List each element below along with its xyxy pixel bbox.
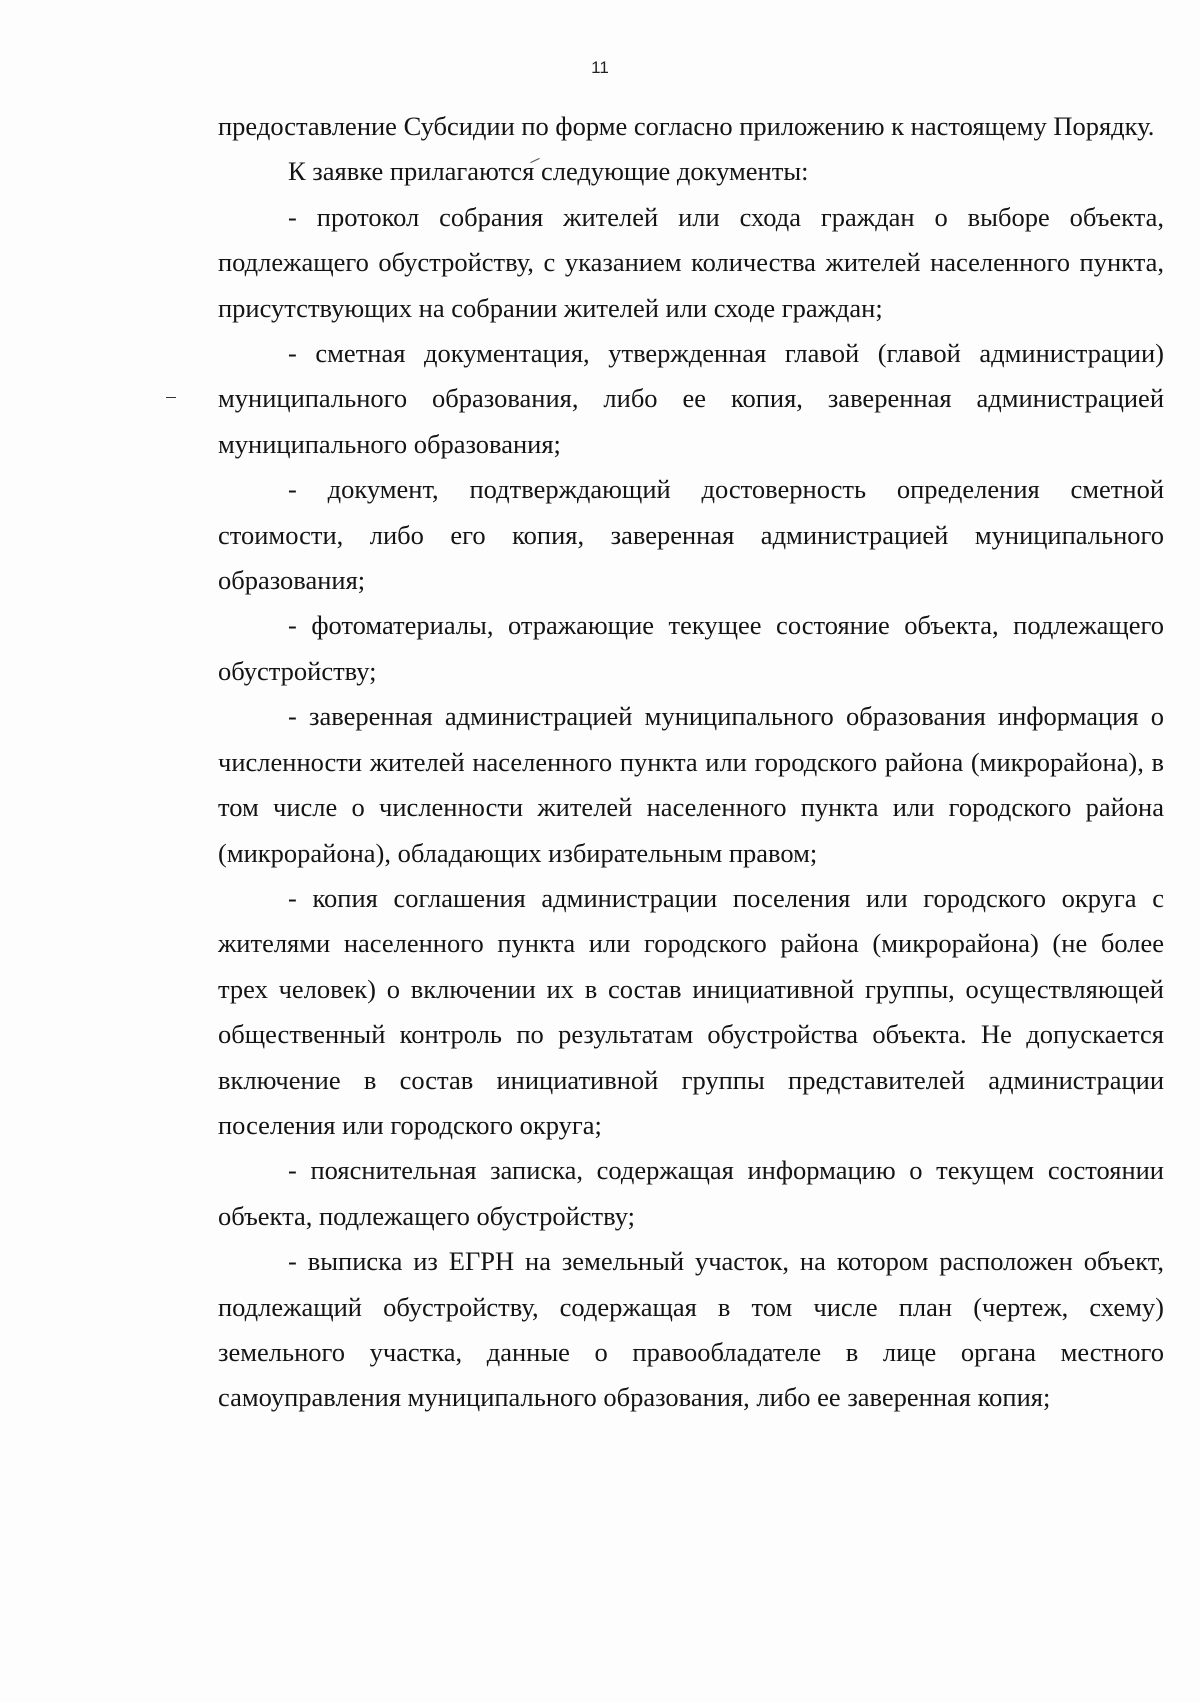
list-item-egrn-extract: - выписка из ЕГРН на земельный участок, на котором расположен объект, подлежащий обустройству, содержащая в том числе план (чертеж, схему) земельного участка, данные о правообладателе в лице органа местного самоуправления муниципального образования, либо ее заверенная копия;: [218, 1246, 1164, 1413]
list-item-photo-materials: - фотоматериалы, отражающие текущее состояние объекта, подлежащего обустройству;: [218, 610, 1164, 686]
list-item-cost-verification: - документ, подтверждающий достоверность определения сметной стоимости, либо его копия, заверенная администрацией муниципального образования;: [218, 474, 1164, 596]
document-body: [218, 104, 1164, 1421]
list-item-estimate-documentation: - сметная документация, утвержденная главой (главой администрации) муниципального образования, либо ее копия, заверенная администрацией муниципального образования;: [218, 338, 1164, 459]
list-item-protocol: - протокол собрания жителей или схода граждан о выборе объекта, подлежащего обустройству, с указанием количества жителей населенного пункта, присутствующих на собрании жителей или сходе граждан;: [218, 201, 1164, 323]
list-item-population-info: - заверенная администрацией муниципального образования информация о численности жителей населенного пункта или городского района (микрорайона), в том числе о численности жителей населенного пункта или городского района (микрорайона), обладающих избирательным правом;: [218, 701, 1164, 868]
paragraph-documents-intro: К заявке прилагаются следующие документы:: [288, 156, 809, 187]
list-item-agreement-copy: - копия соглашения администрации поселения или городского округа с жителями населенного пункта или городского района (микрорайона) (не более трех человек) о включении их в состав инициативной группы, осуществляющей общественный контроль по результатам обустройства объекта. Не допускается включение в состав инициативной группы представителей администрации поселения или городского округа;: [218, 882, 1164, 1140]
paragraph-continuation: предоставление Субсидии по форме согласно приложению к настоящему Порядку.: [218, 111, 1155, 141]
margin-mark: [166, 397, 176, 398]
page-number: 11: [591, 58, 609, 77]
list-item-explanatory-note: - пояснительная записка, содержащая информацию о текущем состоянии объекта, подлежащего обустройству;: [218, 1155, 1164, 1231]
